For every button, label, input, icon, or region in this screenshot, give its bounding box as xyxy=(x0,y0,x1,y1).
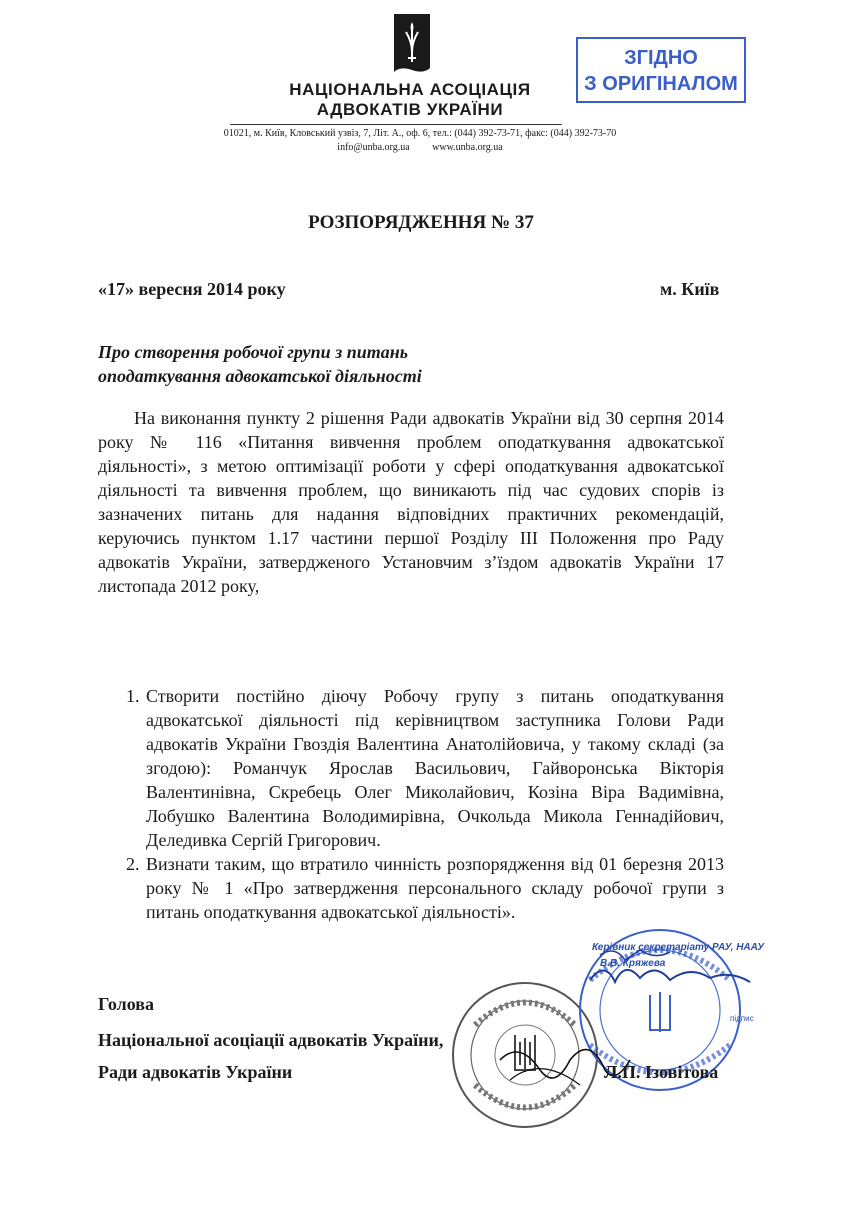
certified-stamp-line2: З ОРИГІНАЛОМ xyxy=(584,73,738,95)
certification-stamp-name: В.В. Кряжева xyxy=(600,958,666,969)
order-item-number: 2. xyxy=(126,854,140,874)
order-items xyxy=(98,684,724,924)
document-date: «17» вересня 2014 року xyxy=(98,279,286,299)
order-item-text: Визнати таким, що втратило чинність розпорядження від 01 березня 2013 року № 1 «Про затвердження персонального складу робочої групи з питань оподаткування адвокатської діяльності». xyxy=(146,854,724,922)
signatory-org: Національної асоціації адвокатів України, xyxy=(98,1030,444,1050)
document-subject xyxy=(98,340,422,388)
signatory-title: Голова xyxy=(98,994,155,1014)
signatory-name: Л.П. Ізовітова xyxy=(604,1062,719,1082)
org-address: 01021, м. Київ, Кловський узвіз, 7, Літ. А., оф. 6, тел.: (044) 392-73-71, факс: (044) 392-73-70 xyxy=(223,128,617,139)
order-item-text: Створити постійно діючу Робочу групу з питань оподаткування адвокатської діяльності під керівництвом заступника Голови Ради адвокатів України Гвоздія Валентина Анатолійовича, у такому складі (за згодою): Романчук Ярослав Васильович, Гайворонська Вікторія Валентинівна, Скребець Олег Миколайович, Козіна Віра Вадимівна, Лобушко Валентина Володимирівна, Очкольда Микола Геннадійович, Деледивка Сергій Григорович. xyxy=(146,686,724,850)
document-title: РОЗПОРЯДЖЕННЯ № 37 xyxy=(308,212,534,233)
signatory-council: Ради адвокатів України xyxy=(98,1062,293,1082)
org-name-line1: НАЦІОНАЛЬНА АСОЦІАЦІЯ xyxy=(289,80,531,99)
org-website: www.unba.org.ua xyxy=(432,142,503,153)
header-divider xyxy=(230,124,562,125)
preamble-text: На виконання пункту 2 рішення Ради адвокатів України від 30 серпня 2014 року № 116 «Питання вивчення проблем оподаткування адвокатської діяльності», з метою оптимізації роботи у сфері оподаткування адвокатської діяльності та вивчення проблем, що виникають під час судових спорів із зазначених питань для надання відповідних практичних рекомендацій, керуючись пунктом 1.17 частини першої Розділу ІІІ Положення про Раду адвокатів України, затвердженого Установчим з’їздом адвокатів України 17 листопада 2012 року, xyxy=(98,408,724,596)
order-item xyxy=(98,852,724,924)
org-name-line2: АДВОКАТІВ УКРАЇНИ xyxy=(316,100,504,119)
order-item-number: 1. xyxy=(126,686,140,706)
certified-copy-stamp xyxy=(576,37,746,103)
certified-stamp-line1: ЗГІДНО xyxy=(624,47,698,69)
certification-stamp-label: Керівник секретаріату РАУ, НААУ xyxy=(592,942,765,953)
certification-stamp-sub: підпис xyxy=(730,1014,754,1023)
org-email: info@unba.org.ua xyxy=(337,142,410,153)
order-item xyxy=(98,684,724,852)
preamble xyxy=(98,406,724,598)
subject-line1: Про створення робочої групи з питань xyxy=(98,342,408,362)
unba-logo-icon xyxy=(390,12,434,76)
subject-line2: оподаткування адвокатської діяльності xyxy=(98,366,422,386)
document-city: м. Київ xyxy=(660,279,720,299)
org-contacts xyxy=(190,142,650,153)
